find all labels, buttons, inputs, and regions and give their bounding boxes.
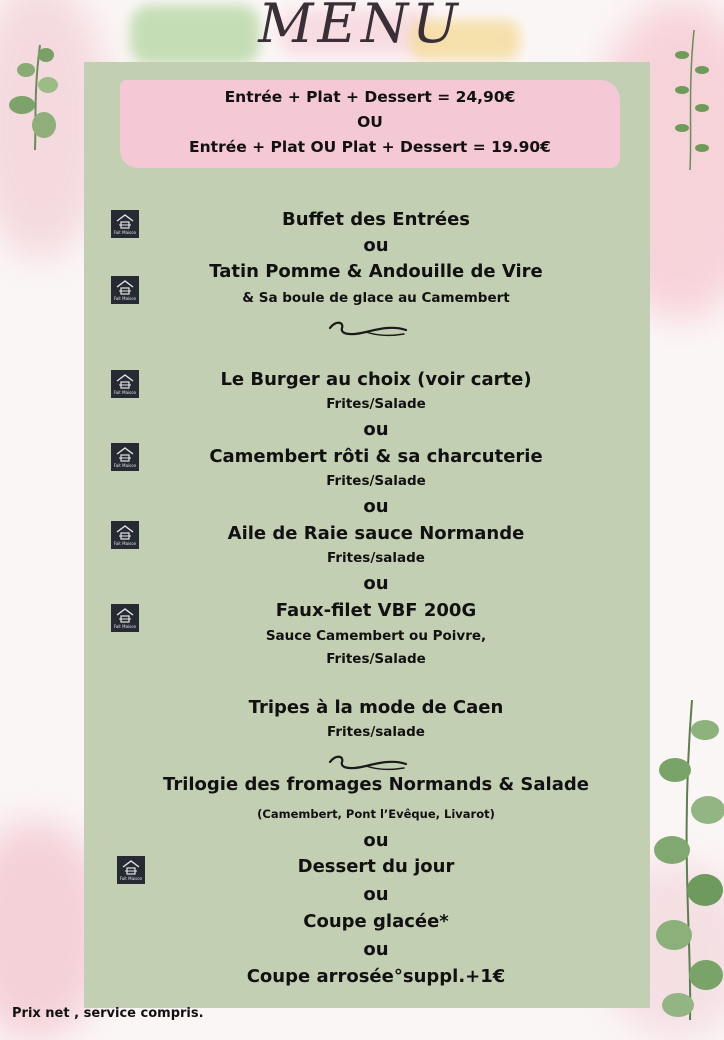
menu-title: MENU <box>258 0 462 55</box>
fait-maison-label: Fait Maison <box>113 295 137 301</box>
fait-maison-badge-icon <box>111 443 139 471</box>
entree-or: ou <box>363 235 389 256</box>
fait-maison-label: Fait Maison <box>119 875 143 881</box>
fait-maison-badge-icon <box>111 276 139 304</box>
fait-maison-label: Fait Maison <box>113 623 137 629</box>
entree-buffet: Buffet des Entrées <box>282 209 470 230</box>
plat-faux-filet: Faux-filet VBF 200G <box>275 600 477 621</box>
eucalyptus-leaves-top-right-icon <box>670 30 715 170</box>
price-formula-short: Entrée + Plat OU Plat + Dessert = 19.90€ <box>189 138 551 156</box>
plat-faux-filet-sauce: Sauce Camembert ou Poivre, <box>265 628 487 644</box>
plat-tripes: Tripes à la mode de Caen <box>248 697 504 718</box>
plat-raie: Aile de Raie sauce Normande <box>227 523 525 544</box>
eucalyptus-leaves-top-left-icon <box>0 40 70 150</box>
price-formula-full: Entrée + Plat + Dessert = 24,90€ <box>224 88 516 106</box>
fait-maison-label: Fait Maison <box>113 389 137 395</box>
fait-maison-badge-icon <box>111 521 139 549</box>
plat-raie-side: Frites/salade <box>327 550 425 566</box>
entree-tatin-detail: & Sa boule de glace au Camembert <box>242 290 510 306</box>
fait-maison-label: Fait Maison <box>113 540 137 546</box>
dessert-coupe-glacee: Coupe glacée* <box>303 911 449 932</box>
dessert-du-jour: Dessert du jour <box>297 856 455 877</box>
dessert-trilogie: Trilogie des fromages Normands & Salade <box>163 774 589 795</box>
footer-note: Prix net , service compris. <box>12 1006 204 1021</box>
price-or: OU <box>357 113 383 131</box>
swirl-divider-icon <box>326 318 410 340</box>
dessert-or-2: ou <box>363 884 389 905</box>
fait-maison-badge-icon <box>117 856 145 884</box>
plat-or-1: ou <box>363 419 389 440</box>
plat-tripes-side: Frites/salade <box>327 724 425 740</box>
fait-maison-label: Fait Maison <box>113 229 137 235</box>
fait-maison-badge-icon <box>111 604 139 632</box>
fait-maison-label: Fait Maison <box>113 462 137 468</box>
dessert-or-3: ou <box>363 939 389 960</box>
fait-maison-badge-icon <box>111 210 139 238</box>
entree-tatin: Tatin Pomme & Andouille de Vire <box>209 261 543 282</box>
plat-burger-side: Frites/Salade <box>326 396 426 412</box>
dessert-or-1: ou <box>363 830 389 851</box>
plat-burger: Le Burger au choix (voir carte) <box>220 369 532 390</box>
fait-maison-badge-icon <box>111 370 139 398</box>
plat-or-2: ou <box>363 496 389 517</box>
plat-or-3: ou <box>363 573 389 594</box>
plat-faux-filet-side: Frites/Salade <box>326 651 426 667</box>
swirl-divider-icon <box>326 752 410 774</box>
plat-camembert-side: Frites/Salade <box>326 473 426 489</box>
eucalyptus-leaves-bottom-right-icon <box>650 700 724 1020</box>
plat-camembert: Camembert rôti & sa charcuterie <box>209 446 543 467</box>
dessert-trilogie-detail: (Camembert, Pont l’Evêque, Livarot) <box>257 807 495 821</box>
dessert-coupe-arrosee: Coupe arrosée°suppl.+1€ <box>246 966 506 987</box>
